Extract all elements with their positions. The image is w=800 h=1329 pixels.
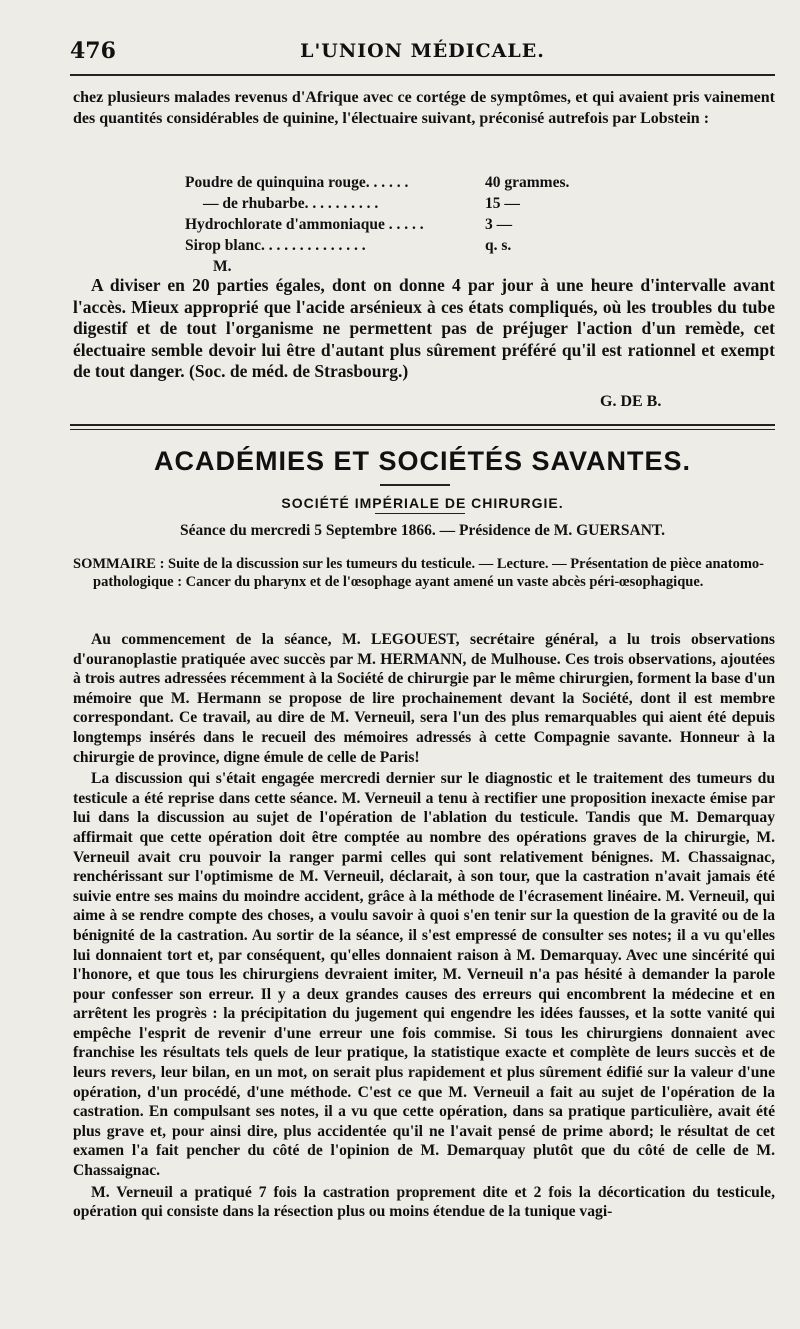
title-underline <box>380 484 450 486</box>
running-title: L'UNION MÉDICALE. <box>300 40 545 62</box>
seance-line: Séance du mercredi 5 Septembre 1866. — Présidence de M. GUERSANT. <box>180 522 665 539</box>
recipe-row <box>185 235 605 256</box>
recipe-quantity: 40 grammes. <box>485 174 570 191</box>
after-recipe-text: A diviser en 20 parties égales, dont on donne 4 par jour à une heure d'intervalle avant l'accès. Mieux approprié que l'acide arsénieux à ces états compliqués, où les troubles du tube digestif et de tout l'organisme ne permettent pas de préjuger l'action d'un remède, cet électuaire semble devoir lui être d'autant plus sûrement préféré qu'il est rationnel et exempt de tout danger. (Soc. de méd. de Strasbourg.) <box>73 275 775 381</box>
article-paragraph-2: La discussion qui s'était engagée mercredi dernier sur le diagnostic et le traitement des tumeurs du testicule a été reprise dans cette séance. M. Verneuil a tenu à rectifier une proposition inexacte émise par lui dans la discussion au sujet de l'opération de l'ablation du testicule. Tandis que M. Demarquay affirmait que cette opération doit être comptée au nombre des opérations graves de la chirurgie, M. Verneuil avait cru pouvoir la ranger parmi celles qui sont relativement bénignes. M. Chassaignac, renchérissant sur l'optimisme de M. Verneuil, déclarait, à son tour, que la castration n'avait jamais été suivie entre ses mains du moindre accident, grâce à la méthode de l'écrasement linéaire. M. Verneuil, qui aime à se rendre compte des choses, a voulu savoir à quoi s'en tenir sur la question de la gravité ou de la bénignité de la castration. Au sortir de la séance, il s'est empressé de consulter ses notes; il a vu qu'elles lui donnaient tort et, par conséquent, qu'elles donnaient raison à M. Demarquay. Avec une sincérité qui l'honore, et que tous les chirurgiens devraient imiter, M. Verneuil n'a pas hésité à demander la parole pour confesser son erreur. Il y a deux grandes causes des erreurs qui encombrent la médecine et en arrêtent les progrès : la précipitation du jugement qui engendre les idées fausses, et la sotte vanité qui empêche l'esprit de revenir d'une erreur une fois commise. Si tous les chirurgiens donnaient avec franchise les résultats tels quels de leur pratique, la statistique exacte et complète de leurs succès et de leurs revers, leur bilan, en un mot, on serait plus rapidement et plus sûrement édifié sur la valeur d'une opération, d'un procédé, d'une méthode. C'est ce que M. Verneuil a fait au sujet de l'opération de la castration. En compulsant ses notes, il a vu que cette opération, dans sa pratique particulière, avait été plus grave et, pour ainsi dire, plus accidentée qu'il ne l'avait pensé de prime abord; le résultat de cet examen l'a fait pencher du côté de l'opinion de M. Demarquay plutôt que du côté de celle de M. Chassaignac. <box>73 770 775 1180</box>
section-rule-top <box>70 424 775 426</box>
recipe-row <box>185 172 605 193</box>
recipe-ingredient: M. <box>213 258 232 275</box>
summary-text: SOMMAIRE : Suite de la discussion sur les tumeurs du testicule. — Lecture. — Présentation de pièce anatomo-pathologique : Cancer du pharynx et de l'œsophage ayant amené un vaste abcès péri-œsophagique. <box>73 556 765 590</box>
page-number: 476 <box>70 38 116 64</box>
recipe-quantity: q. s. <box>485 237 512 254</box>
intro-paragraph <box>73 88 775 129</box>
recipe-quantity: 3 — <box>485 216 513 233</box>
summary-block <box>73 555 775 591</box>
page-header <box>70 38 775 70</box>
signature: G. DE B. <box>600 393 662 410</box>
after-recipe-paragraph <box>73 275 775 383</box>
recipe-list <box>185 172 605 277</box>
recipe-row <box>185 214 605 235</box>
article-body <box>73 630 775 1222</box>
recipe-row <box>185 193 605 214</box>
section-title: ACADÉMIES ET SOCIÉTÉS SAVANTES. <box>153 446 692 476</box>
recipe-quantity: 15 — <box>485 195 520 212</box>
recipe-quantity <box>485 256 595 277</box>
article-paragraph-1: Au commencement de la séance, M. LEGOUEST, secrétaire général, a lu trois observations d'ouranoplastie pratiquée avec succès par M. HERMANN, de Mulhouse. Ces trois observations, ajoutées à trois autres adressées récemment à la Société de chirurgie par le même chirurgien, forment la base d'un mémoire que M. Hermann se propose de lire prochainement devant la Société, dont il est membre correspondant. Ce travail, au dire de M. Verneuil, sera l'un des plus remarquables qui aient été depuis longtemps insérés dans le recueil des mémoires adressés à cette Compagnie savante. Honneur à la chirurgie de province, digne émule de celle de Paris! <box>73 631 775 766</box>
intro-text: chez plusieurs malades revenus d'Afrique avec ce cortége de symptômes, et qui avaient pris vainement des quantités considérables de quinine, l'électuaire suivant, préconisé autrefois par Lobstein : <box>73 89 775 127</box>
recipe-row <box>185 256 605 277</box>
recipe-ingredient: Sirop blanc. . . . . . . . . . . . . . <box>185 237 366 254</box>
recipe-ingredient: Poudre de quinquina rouge. . . . . . <box>185 174 409 191</box>
society-title: SOCIÉTÉ IMPÉRIALE DE CHIRURGIE. <box>281 495 564 511</box>
society-underline <box>375 513 465 514</box>
recipe-ingredient: — de rhubarbe. . . . . . . . . . <box>203 195 379 212</box>
section-rule-double <box>70 429 775 430</box>
header-rule <box>70 74 775 76</box>
article-paragraph-3: M. Verneuil a pratiqué 7 fois la castration proprement dite et 2 fois la décortication du testicule, opération qui consiste dans la résection plus ou moins étendue de la tunique vagi- <box>73 1183 775 1221</box>
recipe-ingredient: Hydrochlorate d'ammoniaque . . . . . <box>185 216 424 233</box>
